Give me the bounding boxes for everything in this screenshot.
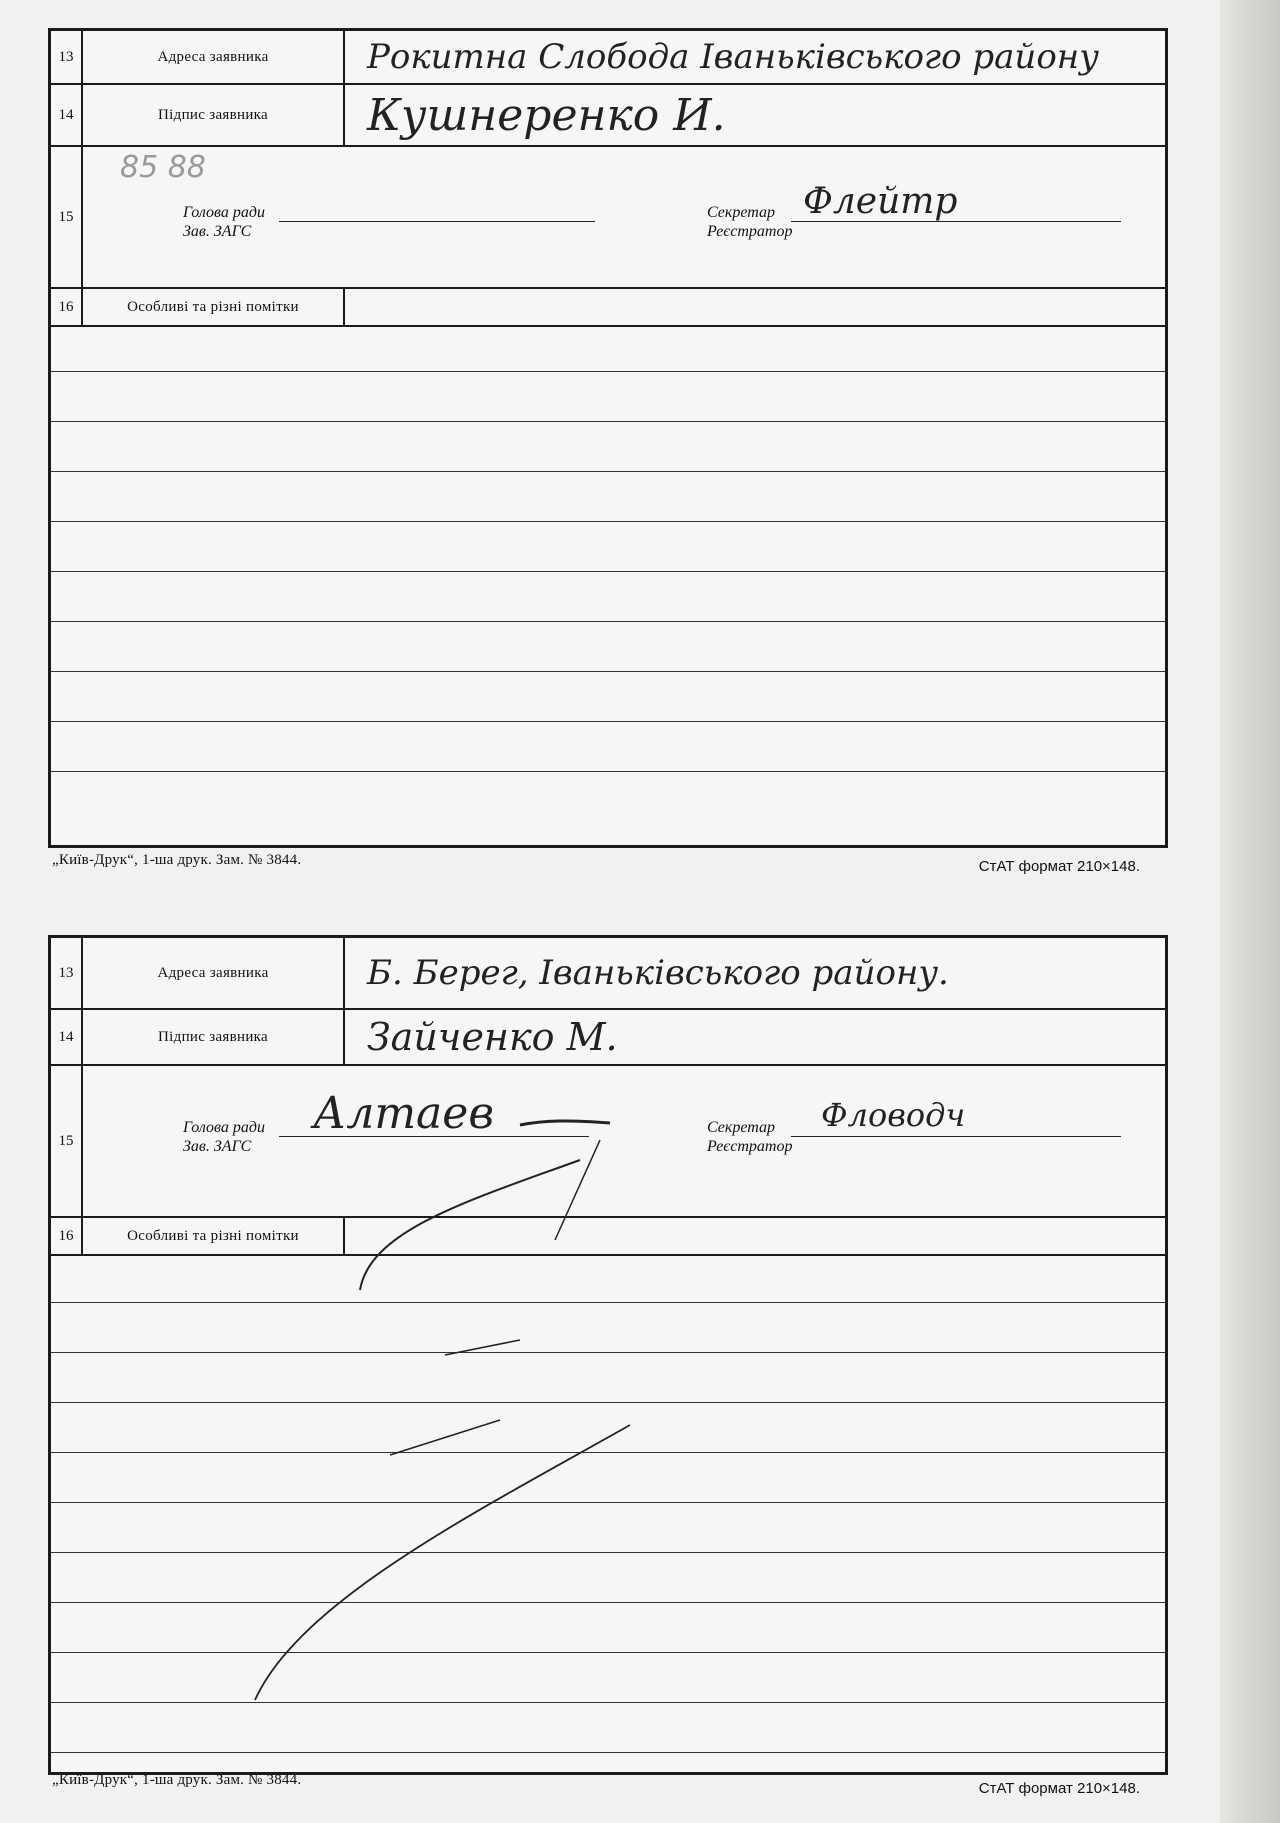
handwritten-signature: Зайченко М.: [367, 1015, 618, 1059]
row-label: Адреса заявника: [83, 938, 345, 1008]
ruled-line: [51, 1402, 1165, 1403]
pencil-note: 85 88: [120, 150, 206, 185]
row-applicant-signature: [51, 85, 1165, 147]
ruled-line: [51, 1302, 1165, 1303]
head-signature: Алтаев: [313, 1088, 494, 1139]
head-label: Голова ради Зав. ЗАГС: [183, 204, 265, 240]
row-number: 13: [51, 938, 83, 1008]
ruled-line: [51, 621, 1165, 622]
secretary-label: Секретар Реєстратор: [707, 204, 793, 240]
record-form-1: [48, 28, 1168, 848]
row-label: Особливі та різні помітки: [83, 289, 345, 325]
row-label: Підпис заявника: [83, 1010, 345, 1064]
ruled-line: [51, 1452, 1165, 1453]
ruled-line: [51, 521, 1165, 522]
notes-ruled-area: [51, 1256, 1165, 1772]
format-note: СтАТ формат 210×148.: [978, 1780, 1140, 1797]
row-number: 16: [51, 289, 83, 325]
ruled-line: [51, 1652, 1165, 1653]
row-number: 14: [51, 1010, 83, 1064]
record-form-2: [48, 935, 1168, 1775]
row-officials: [51, 147, 1165, 289]
row-label: Особливі та різні помітки: [83, 1218, 345, 1254]
secretary-signature: Фловодч: [821, 1096, 966, 1134]
secretary-label: Секретар Реєстратор: [707, 1119, 793, 1155]
secretary-signature: Флейтр: [803, 181, 958, 222]
ruled-line: [51, 1752, 1165, 1753]
format-note: СтАТ формат 210×148.: [978, 858, 1140, 875]
secretary-signature-line: [791, 1136, 1121, 1137]
ruled-line: [51, 1352, 1165, 1353]
row-applicant-signature: [51, 1010, 1165, 1066]
handwritten-address: Рокитна Слобода Іваньківського району: [367, 37, 1099, 77]
printer-imprint: „Київ-Друк“, 1-ша друк. Зам. № 3844.: [52, 852, 302, 868]
handwritten-address: Б. Берег, Іваньківського району.: [367, 953, 949, 993]
ruled-line: [51, 1502, 1165, 1503]
row-label: Підпис заявника: [83, 85, 345, 145]
row-number: 15: [51, 147, 83, 287]
head-label: Голова ради Зав. ЗАГС: [183, 1119, 265, 1155]
ruled-line: [51, 1702, 1165, 1703]
ruled-line: [51, 421, 1165, 422]
row-notes: [51, 289, 1165, 327]
row-applicant-address: [51, 938, 1165, 1010]
printer-imprint: „Київ-Друк“, 1-ша друк. Зам. № 3844.: [52, 1772, 302, 1788]
row-number: 14: [51, 85, 83, 145]
ruled-line: [51, 1552, 1165, 1553]
head-signature-line: [279, 221, 595, 222]
ruled-line: [51, 371, 1165, 372]
ruled-line: [51, 671, 1165, 672]
row-label: Адреса заявника: [83, 31, 345, 83]
notes-ruled-area: [51, 327, 1165, 845]
row-applicant-address: [51, 31, 1165, 85]
row-number: 13: [51, 31, 83, 83]
ruled-line: [51, 771, 1165, 772]
row-notes: [51, 1218, 1165, 1256]
row-number: 16: [51, 1218, 83, 1254]
ruled-line: [51, 1602, 1165, 1603]
handwritten-signature: Кушнеренко И.: [367, 89, 726, 141]
ruled-line: [51, 471, 1165, 472]
ruled-line: [51, 721, 1165, 722]
row-officials: [51, 1066, 1165, 1218]
page-edge: [1220, 0, 1280, 1823]
ruled-line: [51, 571, 1165, 572]
row-number: 15: [51, 1066, 83, 1216]
